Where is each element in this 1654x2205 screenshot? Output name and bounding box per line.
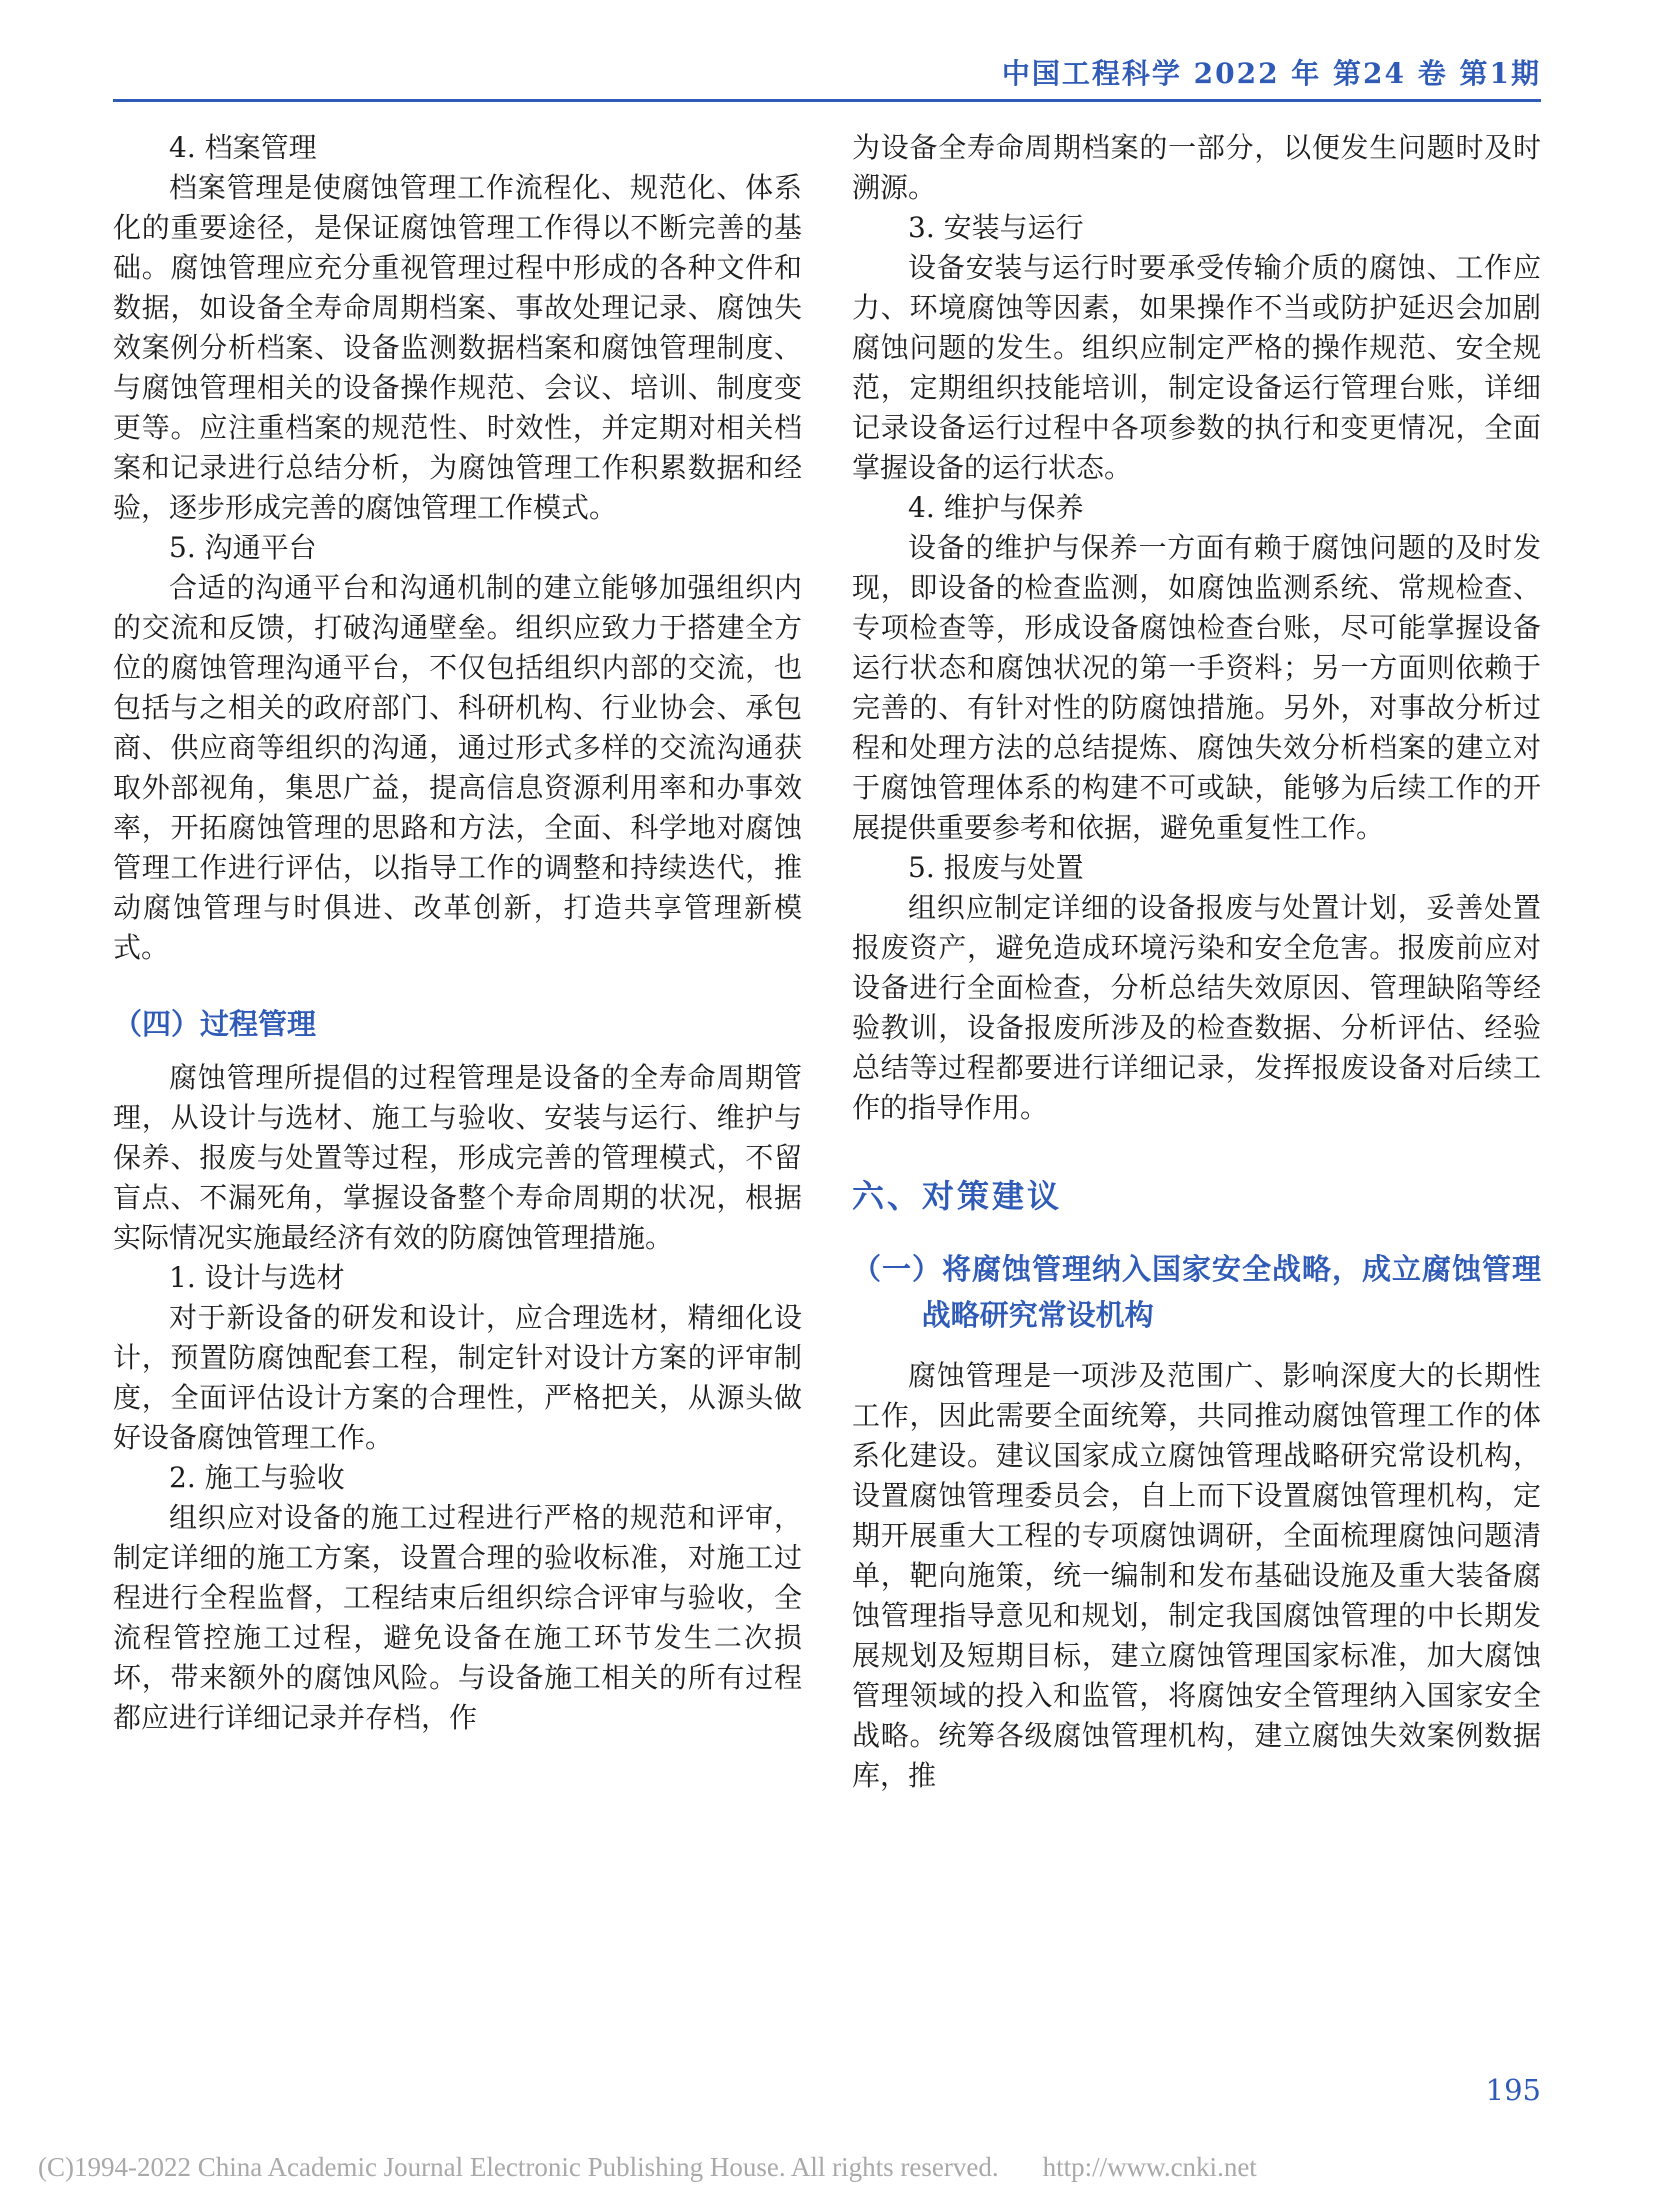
heading-construction-acceptance: 2. 施工与验收: [169, 1461, 345, 1494]
heading-maintenance: 4. 维护与保养: [908, 491, 1084, 524]
heading-communication-platform: 5. 沟通平台: [169, 531, 317, 564]
right-column: [852, 128, 1541, 1796]
paragraph-communication-platform: 合适的沟通平台和沟通机制的建立能够加强组织内的交流和反馈，打破沟通壁垒。组织应致力于搭建全方位的腐蚀管理沟通平台，不仅包括组织内部的交流，也包括与之相关的政府部门、科研机构、行业协会、承包商、供应商等组织的沟通，通过形式多样的交流沟通获取外部视角，集思广益，提高信息资源利用率和办事效率，开拓腐蚀管理的思路和方法，全面、科学地对腐蚀管理工作进行评估，以指导工作的调整和持续迭代，推动腐蚀管理与时俱进、改革创新，打造共享管理新模式。: [113, 571, 802, 964]
paragraph-scrap-disposal: 组织应制定详细的设备报废与处置计划，妥善处置报废资产，避免造成环境污染和安全危害。报废前应对设备进行全面检查，分析总结失效原因、管理缺陷等经验教训，设备报废所涉及的检查数据、分析评估、经验总结等过程都要进行详细记录，发挥报废设备对后续工作的指导作用。: [852, 891, 1541, 1124]
chapter-heading-countermeasures: 六、对策建议: [852, 1177, 1063, 1215]
heading-scrap-disposal: 5. 报废与处置: [908, 851, 1084, 884]
heading-installation-operation: 3. 安装与运行: [908, 211, 1084, 244]
heading-archive-management: 4. 档案管理: [169, 131, 317, 164]
paragraph-installation-operation: 设备安装与运行时要承受传输介质的腐蚀、工作应力、环境腐蚀等因素，如果操作不当或防护延迟会加剧腐蚀问题的发生。组织应制定严格的操作规范、安全规范，定期组织技能培训，制定设备运行管理台账，详细记录设备运行过程中各项参数的执行和变更情况，全面掌握设备的运行状态。: [852, 251, 1541, 484]
paragraph-design-material: 对于新设备的研发和设计，应合理选材，精细化设计，预置防腐蚀配套工程，制定针对设计方案的评审制度，全面评估设计方案的合理性，严格把关，从源头做好设备腐蚀管理工作。: [113, 1301, 802, 1454]
paragraph-archive-management: 档案管理是使腐蚀管理工作流程化、规范化、体系化的重要途径，是保证腐蚀管理工作得以不断完善的基础。腐蚀管理应充分重视管理过程中形成的各种文件和数据，如设备全寿命周期档案、事故处理记录、腐蚀失效案例分析档案、设备监测数据档案和腐蚀管理制度、与腐蚀管理相关的设备操作规范、会议、培训、制度变更等。应注重档案的规范性、时效性，并定期对相关档案和记录进行总结分析，为腐蚀管理工作积累数据和经验，逐步形成完善的腐蚀管理工作模式。: [113, 171, 802, 524]
article-body: [113, 128, 1541, 1796]
paragraph-construction-acceptance: 组织应对设备的施工过程进行严格的规范和评审，制定详细的施工方案，设置合理的验收标准，对施工过程进行全程监督，工程结束后组织综合评审与验收，全流程管控施工过程，避免设备在施工环节发生二次损坏，带来额外的腐蚀风险。与设备施工相关的所有过程都应进行详细记录并存档，作: [113, 1501, 802, 1734]
paragraph-continuation: 为设备全寿命周期档案的一部分，以便发生问题时及时溯源。: [852, 131, 1541, 204]
subsection-heading-national-strategy: （一）将腐蚀管理纳入国家安全战略，成立腐蚀管理战略研究常设机构: [852, 1252, 1541, 1332]
paragraph-national-strategy: 腐蚀管理是一项涉及范围广、影响深度大的长期性工作，因此需要全面统筹，共同推动腐蚀管理工作的体系化建设。建议国家成立腐蚀管理战略研究常设机构，设置腐蚀管理委员会，自上而下设置腐蚀管理机构，定期开展重大工程的专项腐蚀调研，全面梳理腐蚀问题清单，靶向施策，统一编制和发布基础设施及重大装备腐蚀管理指导意见和规划，制定我国腐蚀管理的中长期发展规划及短期目标，建立腐蚀管理国家标准，加大腐蚀管理领域的投入和监管，将腐蚀安全管理纳入国家安全战略。统筹各级腐蚀管理机构，建立腐蚀失效案例数据库，推: [852, 1359, 1541, 1792]
heading-design-material: 1. 设计与选材: [169, 1261, 345, 1294]
copyright-watermark: [38, 2152, 1618, 2183]
section-heading-process-management: （四）过程管理: [113, 1007, 317, 1041]
paragraph-maintenance: 设备的维护与保养一方面有赖于腐蚀问题的及时发现，即设备的检查监测，如腐蚀监测系统、常规检查、专项检查等，形成设备腐蚀检查台账，尽可能掌握设备运行状态和腐蚀状况的第一手资料；另一方面则依赖于完善的、有针对性的防腐蚀措施。另外，对事故分析过程和处理方法的总结提炼、腐蚀失效分析档案的建立对于腐蚀管理体系的构建不可或缺，能够为后续工作的开展提供重要参考和依据，避免重复性工作。: [852, 531, 1541, 844]
cnki-url-text: http://www.cnki.net: [1042, 2152, 1257, 2182]
paragraph-process-management: 腐蚀管理所提倡的过程管理是设备的全寿命周期管理，从设计与选材、施工与验收、安装与运行、维护与保养、报废与处置等过程，形成完善的管理模式，不留盲点、不漏死角，掌握设备整个寿命周期的状况，根据实际情况实施最经济有效的防腐蚀管理措施。: [113, 1061, 802, 1254]
header-divider-rule: [113, 99, 1541, 102]
journal-header-info: 中国工程科学 2022 年 第24 卷 第1期: [1001, 57, 1541, 90]
left-column: [113, 128, 802, 1796]
copyright-text: (C)1994-2022 China Academic Journal Electronic Publishing House. All rights reserved.: [38, 2152, 999, 2182]
page-number: 195: [1485, 2073, 1541, 2107]
